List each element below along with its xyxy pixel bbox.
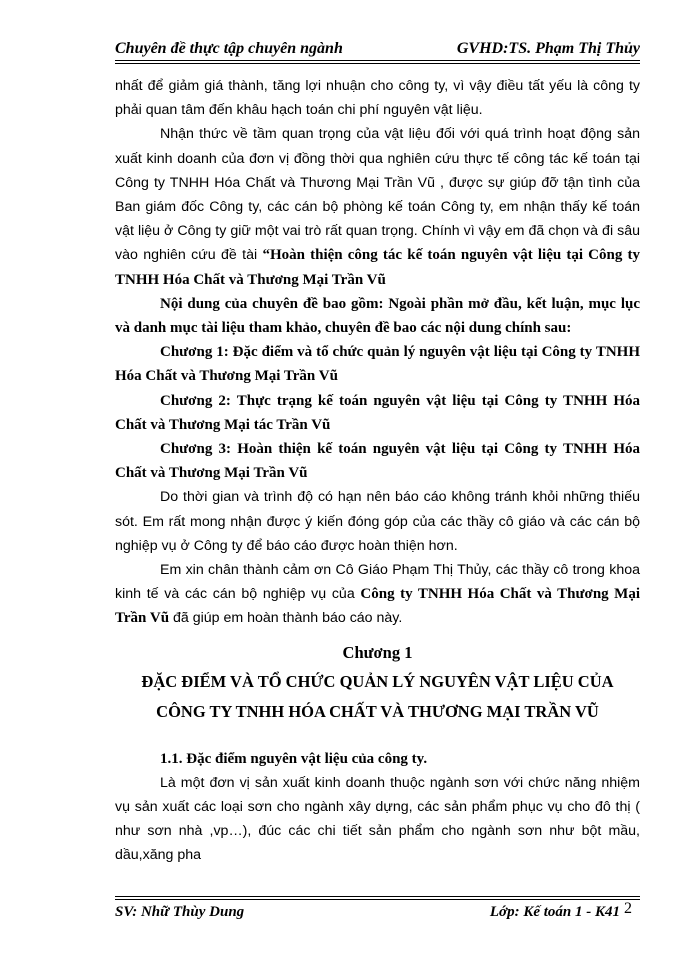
paragraph-contents: Nội dung của chuyên đề bao gồm: Ngoài phần mở đầu, kết luận, mục lục và danh mục tài liệu tham khảo, chuyên đề bao các nội dung chính sau: [115, 295, 640, 337]
footer-divider [115, 896, 640, 900]
chapter-2-item: Chương 2: Thực trạng kế toán nguyên vật liệu tại Công ty TNHH Hóa Chất và Thương Mại tác Trần Vũ [115, 392, 640, 433]
paragraph-awareness [115, 122, 640, 291]
section-paragraph: Là một đơn vị sản xuất kinh doanh thuộc ngành sơn với chức năng nhiệm vụ sản xuất các loại sơn cho ngành xây dựng, các sản phẩm phục vụ cho đô thị ( như sơn nhà ,vp…), đúc các chi tiết sản phẩm cho ngành sơn như bột mầu, dầu,xăng pha [115, 774, 640, 864]
thanks-text-a: Em xin chân thành cảm ơn Cô Giáo Phạm Thị Thủy, các thầy cô trong khoa kinh tế và các cán bộ nghiệp vụ của [115, 562, 640, 603]
page-footer [115, 904, 640, 928]
chapter-number: Chương 1 [342, 642, 413, 662]
section-heading: 1.1. Đặc điểm nguyên vật liệu của công ty. [160, 750, 428, 767]
chapter-title-line-1: ĐẶC ĐIỂM VÀ TỔ CHỨC QUẢN LÝ NGUYÊN VẬT LIỆU CỦA [141, 671, 614, 691]
page-header [115, 34, 640, 64]
paragraph-awareness-text: Nhận thức về tầm quan trọng của vật liệu đối với quá trình hoạt động sản xuất kinh doanh của đơn vị đồng thời qua nghiên cứu thực tế công tác kế toán tại Công ty TNHH Hóa Chất và Thương Mại Trần Vũ , được sự giúp đỡ tận tình của Ban giám đốc Công ty, các cán bộ phòng kế toán Công ty, em nhận thấy kế toán vật liệu ở Công ty giữ một vai trò rất quan trọng. Chính vì vậy em đã chọn và đi sâu vào nghiên cứu đề tài [115, 126, 640, 264]
paragraph-thanks [115, 558, 640, 631]
paragraph-intro-continuation: nhất để giảm giá thành, tăng lợi nhuận cho công ty, vì vậy điều tất yếu là công ty phải quan tâm đến khâu hạch toán chi phí nguyên vật liệu. [115, 78, 640, 119]
document-body [115, 74, 640, 867]
header-supervisor: GVHD:TS. Phạm Thị Thủy [456, 40, 640, 57]
page-number: 2 [624, 900, 632, 917]
chapter-title-line-2: CÔNG TY TNHH HÓA CHẤT VÀ THƯƠNG MẠI TRẦN VŨ [156, 701, 599, 721]
thanks-text-b: đã giúp em hoàn thành báo cáo này. [169, 610, 403, 627]
footer-class: Lớp: Kế toán 1 - K41 [489, 904, 620, 920]
chapter-3-item: Chương 3: Hoàn thiện kế toán nguyên vật liệu tại Công ty TNHH Hóa Chất và Thương Mại Trần Vũ [115, 441, 640, 482]
footer-student: SV: Nhữ Thùy Dung [115, 904, 245, 920]
header-title: Chuyên đề thực tập chuyên ngành [115, 40, 343, 57]
thesis-topic: “Hoàn thiện công tác kế toán nguyên vật liệu tại Công ty TNHH Hóa Chất và Thương Mại Trần Vũ [115, 247, 640, 288]
thanks-company: Công ty TNHH Hóa Chất và Thương Mại Trần Vũ [115, 586, 640, 627]
chapter-1-item: Chương 1: Đặc điểm và tổ chức quản lý nguyên vật liệu tại Công ty TNHH Hóa Chất và Thương Mại Trần Vũ [115, 344, 640, 385]
paragraph-apology: Do thời gian và trình độ có hạn nên báo cáo không tránh khỏi những thiếu sót. Em rất mong nhận được ý kiến đóng góp của các thầy cô giáo và các cán bộ nghiệp vụ ở Công ty để báo cáo được hoàn thiện hơn. [115, 489, 640, 554]
